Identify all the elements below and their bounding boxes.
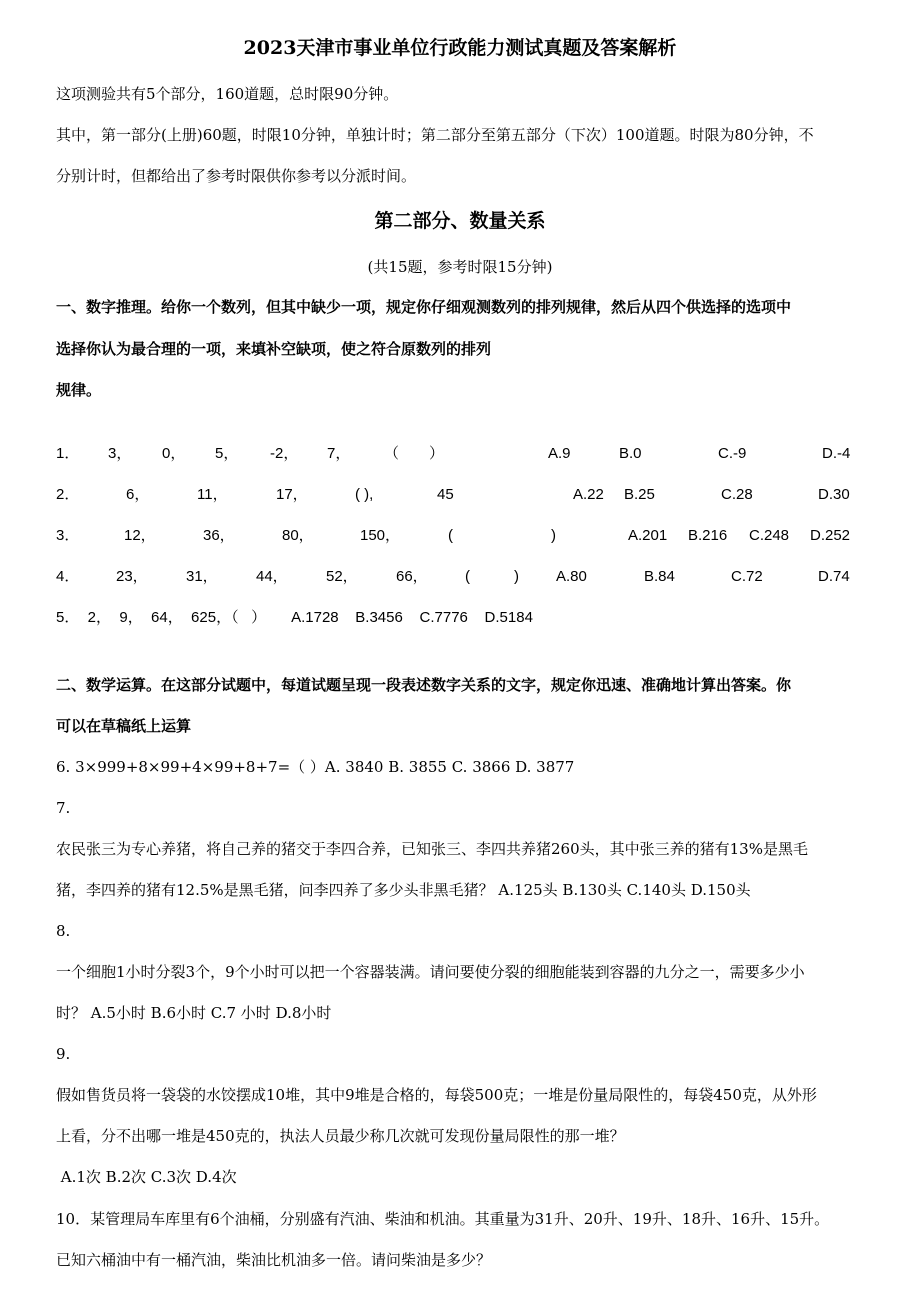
q1-number: 1．: [56, 445, 80, 462]
question-9-line-1: 假如售货员将一袋袋的水饺摆成10堆，其中9堆是合格的，每袋500克；一堆是份量局限性的，每袋450克，从外形: [56, 1086, 817, 1104]
q2-number: 2．: [56, 486, 80, 503]
q1-term: 5，: [215, 445, 239, 462]
section2-heading-line-2: 可以在草稿纸上运算: [56, 717, 192, 735]
q4-blank-open: (: [465, 568, 470, 585]
q4-term: 44，: [256, 568, 288, 585]
question-6: 6. 3×999+8×99+4×99+8+7=（ ）A. 3840 B. 3855 C. 3866 D. 3877: [56, 758, 575, 776]
q1-term: -2，: [270, 445, 299, 462]
q4-term: 66，: [396, 568, 428, 585]
q4-option-c: C.72: [731, 568, 763, 585]
q3-number: 3．: [56, 527, 80, 544]
q3-term: 80，: [282, 527, 314, 544]
q4-term: 31，: [186, 568, 218, 585]
section1-heading-line-1: 一、数字推理。给你一个数列，但其中缺少一项，规定你仔细观测数列的排列规律，然后从四个供选择的选项中: [56, 298, 792, 316]
q4-option-a: A.80: [556, 568, 587, 585]
q1-option-b: B.0: [619, 445, 642, 462]
q1-term: 7，: [327, 445, 351, 462]
question-8-number: 8.: [56, 922, 71, 940]
question-2: [0, 485, 920, 505]
q1-option-d: D.-4: [822, 445, 851, 462]
q2-term: 17，: [276, 486, 308, 503]
question-9-number: 9.: [56, 1045, 71, 1063]
section2-heading-line-1: 二、数学运算。在这部分试题中，每道试题呈现一段表述数字关系的文字，规定你迅速、准确地计算出答案。你: [56, 676, 792, 694]
question-7-line-2: 猪，李四养的猪有12.5%是黑毛猪，问李四养了多少头非黑毛猪？ A.125头 B.130头 C.140头 D.150头: [56, 881, 751, 899]
q3-option-d: D.252: [810, 527, 851, 544]
q3-blank-open: (: [448, 527, 453, 544]
intro-line-3: 分别计时，但都给出了参考时限供你参考以分派时间。: [56, 167, 417, 185]
q1-blank-open: （: [384, 445, 400, 462]
question-3: [0, 526, 920, 546]
q2-option-b: B.25: [624, 486, 655, 503]
q3-blank-close: ): [551, 527, 556, 544]
question-8-line-2: 时？ A.5小时 B.6小时 C.7 小时 D.8小时: [56, 1004, 332, 1022]
question-8-line-1: 一个细胞1小时分裂3个，9个小时可以把一个容器装满。请问要使分裂的细胞能装到容器的九分之一，需要多少小: [56, 963, 805, 981]
q3-term: 12，: [124, 527, 156, 544]
q2-term: 45: [437, 486, 454, 503]
question-1: [0, 444, 920, 464]
q4-term: 23，: [116, 568, 148, 585]
q1-option-a: A.9: [548, 445, 571, 462]
q4-option-b: B.84: [644, 568, 675, 585]
question-7-number: 7.: [56, 799, 71, 817]
question-4: [0, 567, 920, 587]
q3-option-b: B.216: [688, 527, 728, 544]
q2-option-d: D.30: [818, 486, 850, 503]
q3-term: 150，: [360, 527, 401, 544]
q1-term: 3，: [108, 445, 132, 462]
q4-term: 52，: [326, 568, 358, 585]
q1-option-c: C.-9: [718, 445, 747, 462]
q1-blank-close: ）: [429, 445, 445, 462]
question-9-options: A.1次 B.2次 C.3次 D.4次: [56, 1168, 237, 1186]
q2-blank: ( ),: [355, 486, 374, 503]
question-10-line-2: 已知六桶油中有一桶汽油，柴油比机油多一倍。请问柴油是多少？: [56, 1251, 492, 1269]
q3-option-a: A.201: [628, 527, 668, 544]
q4-blank-close: ): [514, 568, 519, 585]
section1-heading-line-2: 选择你认为最合理的一项，来填补空缺项，使之符合原数列的排列: [56, 340, 492, 358]
intro-line-1: 这项测验共有5个部分，160道题，总时限90分钟。: [56, 85, 399, 103]
q2-option-a: A.22: [573, 486, 604, 503]
q2-term: 11，: [197, 486, 228, 503]
q2-option-c: C.28: [721, 486, 753, 503]
question-5: 5． 2， 9， 64， 625，（ ） A.1728 B.3456 C.7776 D.5184: [56, 609, 533, 626]
part-subtitle: (共15题，参考时限15分钟): [367, 258, 553, 276]
q1-term: 0，: [162, 445, 186, 462]
q3-term: 36，: [203, 527, 235, 544]
part-title: 第二部分、数量关系: [374, 210, 546, 232]
question-9-line-2: 上看，分不出哪一堆是450克的，执法人员最少称几次就可发现份量局限性的那一堆？: [56, 1127, 625, 1145]
q3-option-c: C.248: [749, 527, 790, 544]
section1-heading-line-3: 规律。: [56, 381, 102, 399]
q4-number: 4．: [56, 568, 80, 585]
question-7-line-1: 农民张三为专心养猪，将自己养的猪交于李四合养，已知张三、李四共养猪260头，其中张三养的猪有13%是黑毛: [56, 840, 808, 858]
q4-option-d: D.74: [818, 568, 850, 585]
q2-term: 6，: [126, 486, 150, 503]
intro-line-2: 其中，第一部分(上册)60题，时限10分钟，单独计时；第二部分至第五部分（下次）100道题。时限为80分钟，不: [56, 126, 814, 144]
question-10-line-1: 10．某管理局车库里有6个油桶，分别盛有汽油、柴油和机油。其重量为31升、20升、19升、18升、16升、15升。: [56, 1210, 830, 1228]
document-title: 2023天津市事业单位行政能力测试真题及答案解析: [243, 37, 677, 59]
